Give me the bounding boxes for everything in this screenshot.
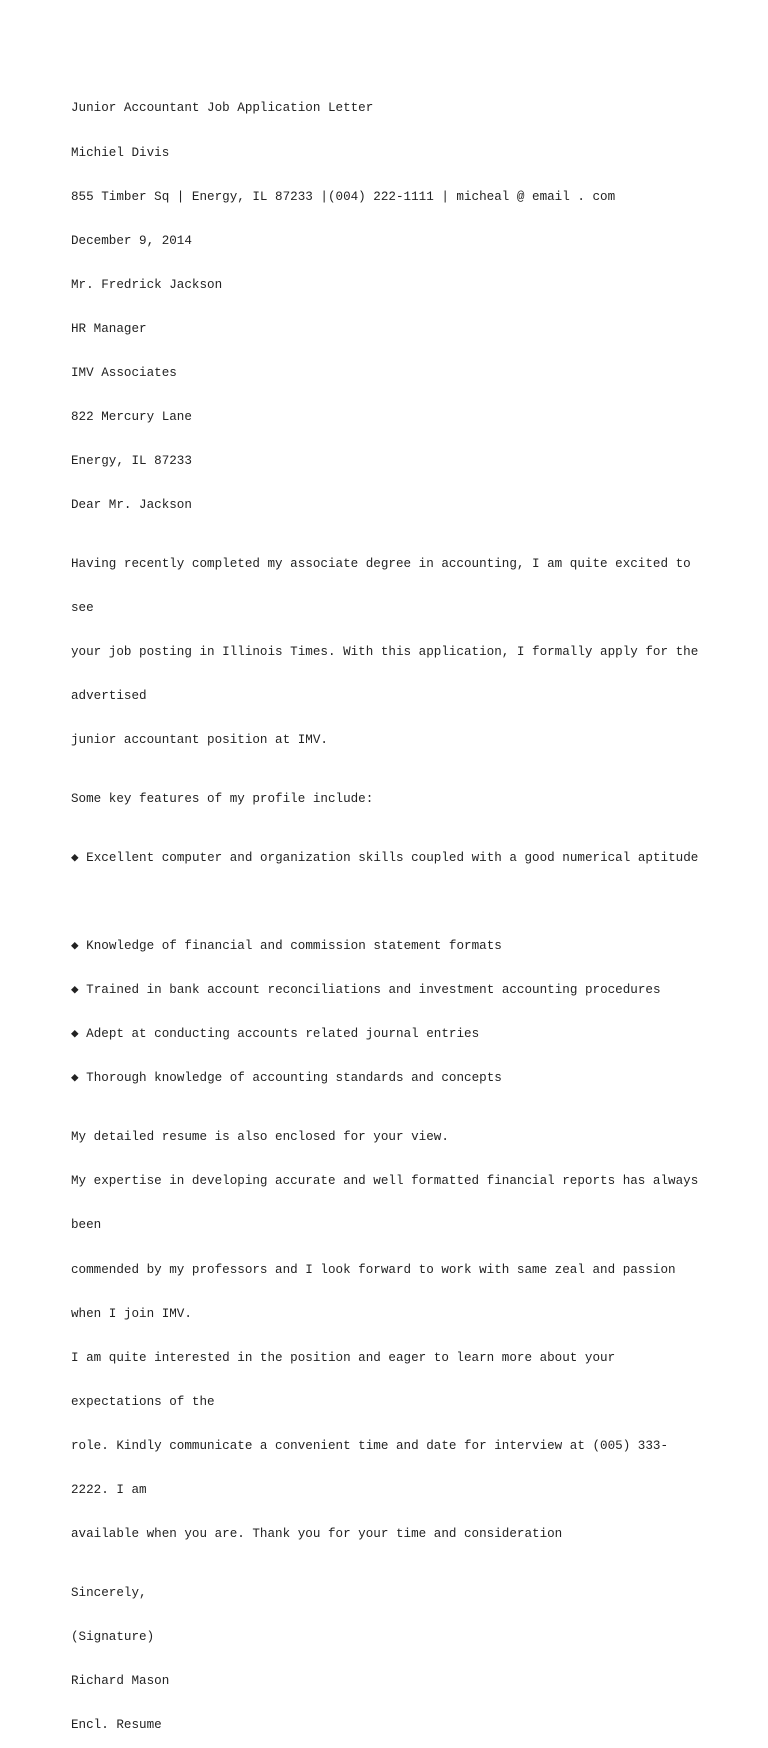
body-line: expectations of the (71, 1394, 215, 1409)
feature-text: Excellent computer and organization skills coupled with a good numerical aptitude (86, 851, 699, 866)
intro-line: Having recently completed my associate degree in accounting, I am quite excited to (71, 557, 691, 572)
sender-contact: 855 Timber Sq | Energy, IL 87233 |(004) 222-1111 | micheal @ email . com (71, 189, 616, 204)
body-line: I am quite interested in the position and eager to learn more about your (71, 1350, 616, 1365)
intro-line: your job posting in Illinois Times. With this application, I formally apply for the (71, 645, 699, 660)
features-heading: Some key features of my profile include: (71, 792, 374, 807)
diamond-bullet-icon: ◆ (71, 1027, 79, 1042)
diamond-bullet-icon: ◆ (71, 851, 79, 866)
letter-title: Junior Accountant Job Application Letter (71, 101, 374, 116)
diamond-bullet-icon: ◆ (71, 939, 79, 954)
intro-line: junior accountant position at IMV. (71, 733, 328, 748)
body-line: available when you are. Thank you for your time and consideration (71, 1527, 563, 1542)
sender-name: Michiel Divis (71, 145, 170, 160)
signer-name: Richard Mason (71, 1674, 170, 1689)
body-line: role. Kindly communicate a convenient time and date for interview at (005) 333- (71, 1438, 669, 1453)
body-line: when I join IMV. (71, 1306, 192, 1321)
recipient-name: Mr. Fredrick Jackson (71, 277, 223, 292)
feature-text: Adept at conducting accounts related journal entries (86, 1027, 480, 1042)
enclosure-note: Encl. Resume (71, 1718, 162, 1733)
recipient-city: Energy, IL 87233 (71, 454, 192, 469)
diamond-bullet-icon: ◆ (71, 983, 79, 998)
feature-list-item (71, 1027, 711, 1042)
feature-text: Knowledge of financial and commission statement formats (86, 939, 502, 954)
body-line: My detailed resume is also enclosed for your view. (71, 1130, 449, 1145)
feature-list-item (71, 939, 711, 954)
recipient-street: 822 Mercury Lane (71, 410, 192, 425)
letter-document (71, 72, 711, 1748)
diamond-bullet-icon: ◆ (71, 1071, 79, 1086)
feature-text: Trained in bank account reconciliations and investment accounting procedures (86, 983, 661, 998)
feature-list-item (71, 983, 711, 998)
salutation: Dear Mr. Jackson (71, 498, 192, 513)
body-line: My expertise in developing accurate and well formatted financial reports has always (71, 1174, 699, 1189)
intro-line: advertised (71, 689, 147, 704)
feature-list-item (71, 1071, 711, 1086)
signature-placeholder: (Signature) (71, 1630, 155, 1645)
letter-date: December 9, 2014 (71, 233, 192, 248)
feature-text: Thorough knowledge of accounting standards and concepts (86, 1071, 502, 1086)
body-line: commended by my professors and I look forward to work with same zeal and passion (71, 1262, 676, 1277)
recipient-title: HR Manager (71, 321, 147, 336)
feature-list-item (71, 851, 711, 866)
recipient-company: IMV Associates (71, 365, 177, 380)
body-line: 2222. I am (71, 1483, 147, 1498)
closing: Sincerely, (71, 1585, 147, 1600)
intro-line: see (71, 601, 94, 616)
blank-line (71, 895, 711, 910)
body-line: been (71, 1218, 102, 1233)
